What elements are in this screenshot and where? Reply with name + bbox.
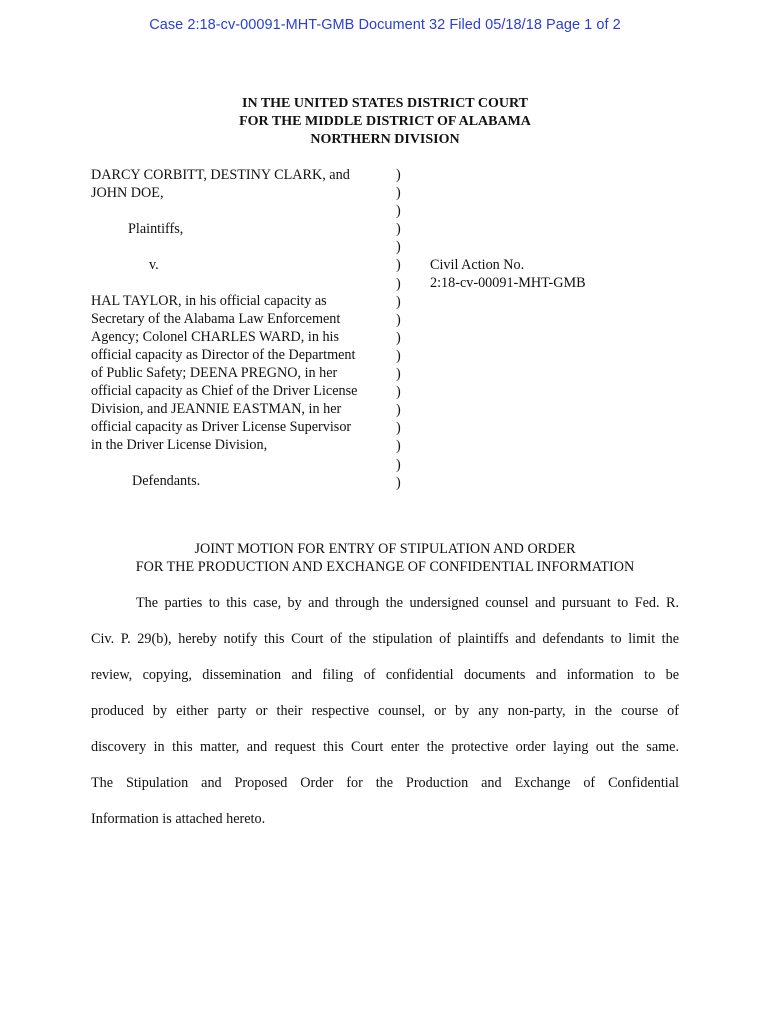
defendant-line: Agency; Colonel CHARLES WARD, in his <box>91 329 340 345</box>
plaintiffs-label: Plaintiffs, <box>128 221 184 237</box>
caption-paren: ) <box>396 293 401 310</box>
body-line: discovery in this matter, and request this Court enter the protective order laying out the same. <box>91 739 679 755</box>
caption-paren: ) <box>396 167 401 183</box>
defendant-line: HAL TAYLOR, in his official capacity as <box>91 293 327 309</box>
caption-paren: ) <box>396 185 401 202</box>
court-heading <box>0 95 770 149</box>
civil-action-block <box>430 256 586 292</box>
motion-body <box>91 594 679 846</box>
court-line-3: NORTHERN DIVISION <box>310 132 460 147</box>
caption-paren: ) <box>396 420 401 437</box>
court-line-1: IN THE UNITED STATES DISTRICT COURT <box>242 96 528 111</box>
caption-paren: ) <box>396 311 401 328</box>
caption-paren-column <box>396 166 408 492</box>
defendant-line: official capacity as Director of the Department <box>91 347 356 363</box>
body-line: Information is attached hereto. <box>91 811 266 827</box>
body-line: The parties to this case, by and through the undersigned counsel and pursuant to Fed. R. <box>136 595 679 611</box>
header-stamp: Case 2:18-cv-00091-MHT-GMB Document 32 Filed 05/18/18 Page 1 of 2 <box>149 17 621 33</box>
caption-paren: ) <box>396 402 401 419</box>
caption-paren: ) <box>396 366 401 383</box>
defendant-names <box>91 292 391 454</box>
defendant-line: official capacity as Driver License Supervisor <box>91 419 352 435</box>
case-caption-parties <box>91 166 391 490</box>
motion-title <box>0 540 770 576</box>
caption-paren: ) <box>396 384 401 401</box>
body-line: Civ. P. 29(b), hereby notify this Court of the stipulation of plaintiffs and defendants to limit the <box>91 631 679 647</box>
caption-paren: ) <box>396 275 401 292</box>
defendant-line: Division, and JEANNIE EASTMAN, in her <box>91 401 342 417</box>
civil-action-label: Civil Action No. <box>430 257 525 273</box>
body-line: review, copying, dissemination and filing of confidential documents and information to be <box>91 667 679 683</box>
caption-paren: ) <box>396 239 401 256</box>
motion-title-line-2: FOR THE PRODUCTION AND EXCHANGE OF CONFIDENTIAL INFORMATION <box>135 559 635 575</box>
plaintiff-names-line-1: DARCY CORBITT, DESTINY CLARK, and <box>91 167 350 183</box>
defendants-label: Defendants. <box>132 473 201 489</box>
plaintiff-names-line-2: JOHN DOE, <box>91 185 164 201</box>
defendant-line: in the Driver License Division, <box>91 437 268 453</box>
caption-paren: ) <box>396 347 401 364</box>
body-line: produced by either party or their respective counsel, or by any non-party, in the course of <box>91 703 679 719</box>
caption-paren: ) <box>396 329 401 346</box>
court-line-2: FOR THE MIDDLE DISTRICT OF ALABAMA <box>239 114 531 129</box>
civil-action-number: 2:18-cv-00091-MHT-GMB <box>430 275 586 291</box>
caption-paren: ) <box>396 257 401 274</box>
caption-paren: ) <box>396 221 401 238</box>
caption-paren: ) <box>396 438 401 455</box>
caption-paren: ) <box>396 203 401 220</box>
defendant-line: of Public Safety; DEENA PREGNO, in her <box>91 365 338 381</box>
defendant-line: official capacity as Chief of the Driver License <box>91 383 358 399</box>
caption-paren: ) <box>396 474 401 491</box>
defendant-line: Secretary of the Alabama Law Enforcement <box>91 311 341 327</box>
motion-title-line-1: JOINT MOTION FOR ENTRY OF STIPULATION AND ORDER <box>194 541 576 557</box>
versus-label: v. <box>149 257 159 273</box>
caption-paren: ) <box>396 456 401 473</box>
body-line: The Stipulation and Proposed Order for the Production and Exchange of Confidential <box>91 775 679 791</box>
